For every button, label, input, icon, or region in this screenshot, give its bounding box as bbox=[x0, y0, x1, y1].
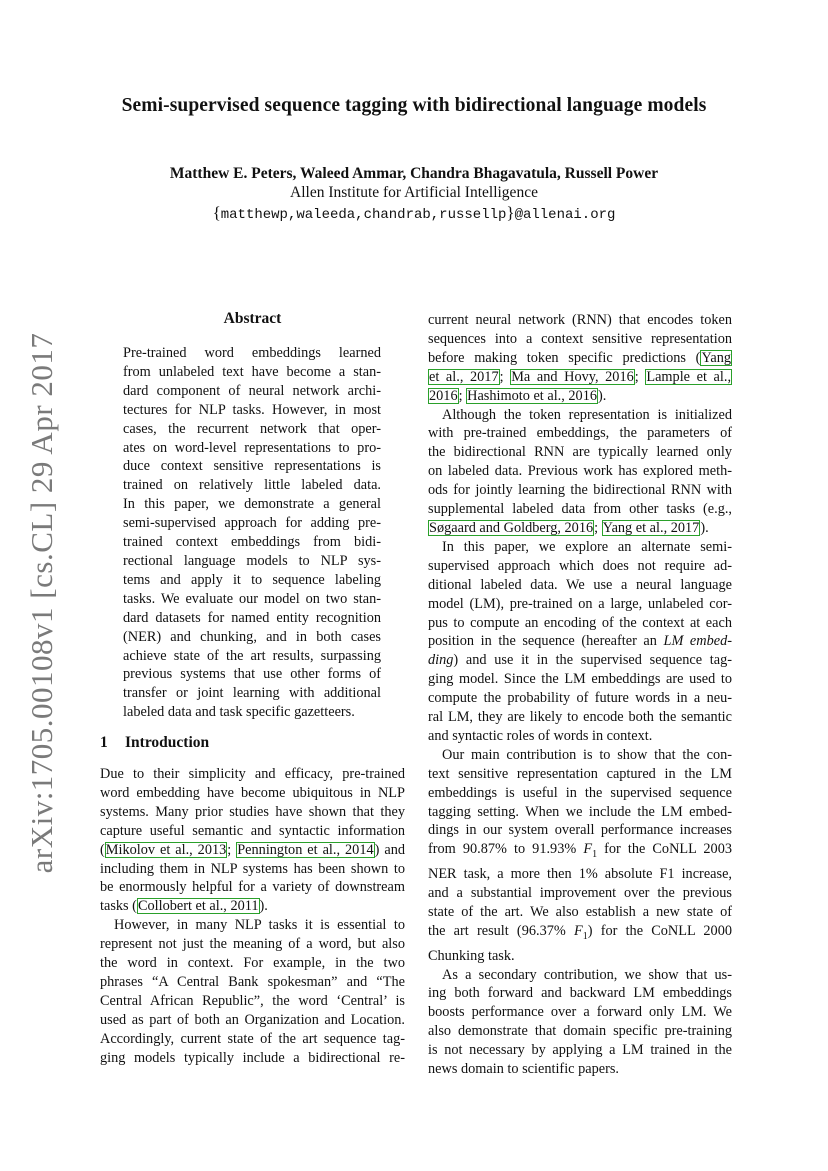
text-line: is not necessary by applying a LM trained in the bbox=[428, 1042, 732, 1059]
introduction-left-column bbox=[100, 765, 405, 1068]
citation-link[interactable]: Hashimoto et al., 2016 bbox=[467, 387, 597, 404]
abstract-line: duce context sensitive representations is bbox=[123, 458, 381, 475]
text-fragment: before making token specific predictions ( bbox=[428, 349, 701, 366]
emphasis-text: LM embed- bbox=[663, 633, 732, 650]
introduction-right-column bbox=[428, 311, 732, 1079]
abstract-line: tems and apply it to sequence labeling bbox=[123, 571, 381, 588]
text-line: However, in many NLP tasks it is essential to bbox=[114, 917, 405, 934]
f1-symbol: F bbox=[583, 841, 593, 858]
text-fragment: ) for the CoNLL 2000 bbox=[587, 922, 732, 939]
text-fragment: and bbox=[384, 841, 406, 858]
citation-link[interactable]: 2016 bbox=[429, 387, 458, 404]
citation-link[interactable]: Pennington et al., 2014 bbox=[237, 841, 374, 858]
text-line: also demonstrate that domain specific pre-training bbox=[428, 1023, 732, 1040]
text-line: ditional labeled data. We use a neural language bbox=[428, 576, 732, 593]
email-domain: @allenai.org bbox=[514, 207, 616, 223]
text-line: ging models typically include a bidirectional re- bbox=[100, 1049, 405, 1066]
abstract-body bbox=[123, 344, 381, 722]
abstract-line: tasks. We evaluate our model on two stan- bbox=[123, 590, 381, 607]
author-list: Matthew E. Peters, Waleed Ammar, Chandra Bhagavatula, Russell Power bbox=[169, 165, 659, 182]
text-line: 2016; Hashimoto et al., 2016). bbox=[429, 387, 607, 404]
text-line bbox=[100, 897, 405, 916]
text-line: (Mikolov et al., 2013; Pennington et al., 2014) and bbox=[100, 841, 406, 858]
text-line: phrases “A Central Bank spokesman” and “The bbox=[100, 973, 405, 990]
text-line bbox=[428, 632, 732, 651]
text-line: tagging setting. When we include the LM embed- bbox=[428, 803, 732, 820]
text-line: current neural network (RNN) that encodes token bbox=[428, 312, 732, 328]
citation-link[interactable]: Collobert et al., 2011 bbox=[137, 898, 259, 915]
section-title: Introduction bbox=[125, 734, 210, 751]
abstract-line: rectional language models to NLP sys- bbox=[123, 552, 381, 569]
text-line: word embedding have become ubiquitous in NLP bbox=[100, 784, 405, 801]
text-line: news domain to scientific papers. bbox=[428, 1061, 619, 1078]
text-line: text sensitive representation captured in the LM bbox=[428, 765, 732, 782]
text-line: compute the probability of future words in a neu- bbox=[428, 690, 732, 707]
text-line: including them in NLP systems has been shown to bbox=[100, 860, 405, 877]
text-line: et al., 2017; Ma and Hovy, 2016; Lample et al., bbox=[429, 368, 732, 385]
citation-link[interactable]: Lample et al., bbox=[646, 368, 732, 385]
abstract-line: (NER) and chunking, and in both cases bbox=[123, 628, 381, 645]
text-line bbox=[428, 349, 732, 368]
text-line: As a secondary contribution, we show that us- bbox=[442, 966, 732, 983]
text-line: ods for jointly learning the bidirectional RNN with bbox=[428, 482, 732, 499]
abstract-line: Pre-trained word embeddings learned bbox=[123, 345, 381, 361]
abstract-line: dard component of neural network archi- bbox=[123, 382, 381, 399]
text-line bbox=[428, 651, 732, 670]
emphasis-text: ding bbox=[428, 652, 454, 669]
text-line: Chunking task. bbox=[428, 947, 515, 964]
abstract-line: dard datasets for named entity recognition bbox=[123, 609, 381, 626]
citation-link[interactable]: Søgaard and Goldberg, 2016 bbox=[429, 519, 594, 536]
citation-link[interactable]: Yang et al., 2017 bbox=[602, 519, 700, 536]
text-line: Søgaard and Goldberg, 2016; Yang et al., 2017). bbox=[429, 519, 709, 536]
paper-title: Semi-supervised sequence tagging with bidirectional language models bbox=[121, 95, 707, 116]
abstract-line: semi-supervised approach for adding pre- bbox=[123, 515, 381, 532]
text-line: model (LM), pre-trained on a large, unlabeled cor- bbox=[428, 595, 732, 612]
text-line: boosts performance over a forward only LM. We bbox=[428, 1004, 732, 1021]
citation-link[interactable]: Yang bbox=[701, 349, 731, 366]
text-line: Central African Republic”, the word ‘Central’ is bbox=[100, 992, 405, 1009]
text-line: embeddings is useful in the supervised sequence bbox=[428, 784, 732, 801]
text-line bbox=[428, 922, 732, 947]
text-line: supervised approach which does not require ad- bbox=[428, 557, 732, 574]
text-line: the bidirectional RNN are typically learned only bbox=[428, 444, 732, 461]
text-line: dings in our system overall performance increases bbox=[428, 822, 732, 839]
text-line: and syntactic roles of words in context. bbox=[428, 727, 653, 744]
abstract-line: from unlabeled text have become a stan- bbox=[123, 363, 381, 380]
abstract-line: In this paper, we demonstrate a general bbox=[123, 496, 381, 513]
section-heading-introduction bbox=[100, 734, 209, 752]
text-line: In this paper, we explore an alternate semi- bbox=[442, 538, 732, 555]
text-line: sequences into a context sensitive representation bbox=[428, 330, 732, 347]
text-fragment: ). bbox=[259, 898, 268, 915]
f1-subscript: 1 bbox=[592, 849, 598, 861]
abstract-line: cases, the recurrent network that oper- bbox=[123, 420, 381, 437]
text-line bbox=[428, 840, 732, 865]
abstract-line: trained context embeddings from bidi- bbox=[123, 534, 381, 551]
text-fragment: ) and use it in the supervised sequence tag- bbox=[453, 652, 732, 669]
text-line: ing both forward and backward LM embeddings bbox=[428, 985, 732, 1002]
text-line: pus to compute an encoding of the context at each bbox=[428, 614, 732, 631]
abstract-heading: Abstract bbox=[223, 310, 282, 327]
text-line: with pre-trained embeddings, the parameters of bbox=[428, 425, 732, 442]
email-usernames: matthewp,waleeda,chandrab,russellp bbox=[220, 207, 507, 223]
text-line: NER task, a more then 1% absolute F1 increase, bbox=[428, 866, 732, 883]
f1-symbol: F bbox=[573, 922, 583, 939]
abstract-line: previous systems that use other forms of bbox=[123, 666, 381, 683]
citation-link[interactable]: Mikolov et al., 2013 bbox=[105, 841, 227, 858]
text-line: on labeled data. Previous work has explored meth- bbox=[428, 463, 732, 480]
text-line: be enormously helpful for a variety of downstream bbox=[100, 879, 405, 896]
text-line: represent not just the meaning of a word, but also bbox=[100, 936, 405, 953]
text-fragment: tasks ( bbox=[100, 898, 137, 915]
f1-subscript: 1 bbox=[582, 930, 588, 942]
text-fragment: the art result (96.37% bbox=[428, 922, 574, 939]
text-fragment: for the CoNLL 2003 bbox=[597, 841, 732, 858]
text-line: systems. Many prior studies have shown that they bbox=[100, 803, 405, 820]
affiliation: Allen Institute for Artificial Intelligence bbox=[290, 184, 538, 201]
text-line: ging model. Since the LM embeddings are used to bbox=[428, 671, 732, 688]
text-line: capture useful semantic and syntactic information bbox=[100, 822, 405, 839]
arxiv-stamp: arXiv:1705.00108v1 [cs.CL] 29 Apr 2017 bbox=[24, 332, 59, 874]
text-line: Accordingly, current state of the art sequence tag- bbox=[100, 1030, 405, 1047]
text-line: Due to their simplicity and efficacy, pre-trained bbox=[100, 766, 405, 782]
text-line: state of the art. We also establish a new state of bbox=[428, 903, 732, 920]
text-line: the word in context. For example, in the two bbox=[100, 955, 405, 972]
text-line: Although the token representation is initialized bbox=[442, 406, 732, 423]
text-fragment: from 90.87% to 91.93% bbox=[428, 841, 584, 858]
text-fragment: position in the sequence (hereafter an bbox=[428, 633, 664, 650]
text-line: ral LM, they are likely to encode both the semantic bbox=[428, 709, 732, 726]
author-emails: {matthewp,waleeda,chandrab,russellp}@allenai.org bbox=[212, 203, 616, 223]
citation-link[interactable]: Ma and Hovy, 2016 bbox=[511, 368, 634, 385]
abstract-line: labeled data and task specific gazetteers. bbox=[123, 704, 355, 721]
abstract-line: achieve state of the art results, surpassing bbox=[123, 647, 381, 664]
text-line: Our main contribution is to show that the con- bbox=[442, 746, 732, 763]
abstract-line: ates on word-level representations to pro- bbox=[123, 439, 381, 456]
abstract-line: tectures for NLP tasks. However, in most bbox=[123, 401, 381, 418]
text-line: used as part of both an Organization and Location. bbox=[100, 1011, 405, 1028]
abstract-line: transfer or joint learning with additional bbox=[123, 685, 381, 702]
abstract-line: trained on relatively little labeled data. bbox=[123, 477, 381, 494]
section-number: 1 bbox=[100, 734, 108, 751]
citation-link[interactable]: et al., 2017 bbox=[429, 368, 499, 385]
text-line: and a substantial improvement over the previous bbox=[428, 885, 732, 902]
text-line: supplemental labeled data from other tasks (e.g., bbox=[428, 501, 732, 518]
